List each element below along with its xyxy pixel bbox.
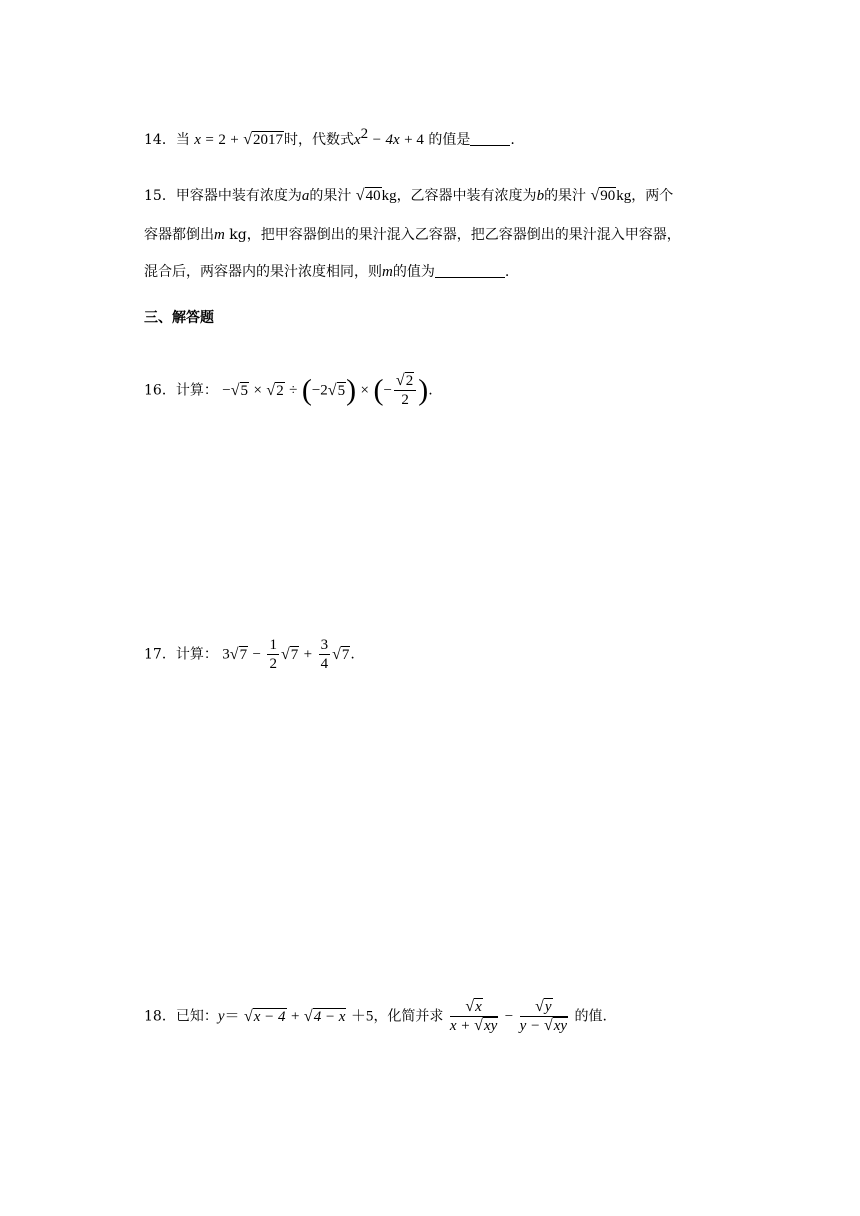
math-radical: √90 bbox=[590, 187, 616, 204]
question-text: 的值为 bbox=[392, 264, 435, 280]
section-heading: 三、解答题 bbox=[144, 310, 214, 326]
math-coefficient: 3 bbox=[222, 646, 230, 663]
question-number: 16． bbox=[144, 382, 176, 399]
math-radical: √4 − x bbox=[303, 1007, 346, 1025]
math-radical: √x − 4 bbox=[243, 1007, 286, 1025]
question-number: 14． bbox=[144, 132, 176, 148]
question-text: 容器都倒出 bbox=[144, 227, 214, 243]
question-text: ，化简并求 bbox=[373, 1008, 444, 1025]
math-var-m: m bbox=[382, 264, 393, 280]
math-term: ＋5 bbox=[350, 1008, 374, 1025]
math-operator: + bbox=[230, 132, 239, 148]
question-text: kg，把甲容器倒出的果汁混入乙容器，把乙容器倒出的果汁混入甲容器， bbox=[229, 227, 681, 243]
question-text: 的值. bbox=[574, 1008, 607, 1025]
math-operator: − bbox=[372, 132, 382, 148]
radicand: 90 bbox=[600, 188, 616, 204]
question-number: 17． bbox=[144, 646, 176, 663]
question-text: ，两个 bbox=[631, 188, 674, 204]
paren-left: ( bbox=[301, 373, 312, 407]
question-text: 的果汁 bbox=[544, 188, 587, 204]
question-text: 甲容器中装有浓度为 bbox=[175, 188, 302, 204]
math-radical: √2 bbox=[266, 381, 284, 399]
math-term: −2 bbox=[311, 382, 328, 399]
question-14 bbox=[144, 126, 515, 150]
question-text: 计算： bbox=[175, 382, 218, 399]
question-text: 计算： bbox=[175, 646, 218, 663]
math-number: 2 bbox=[218, 132, 226, 148]
question-text: 的值是 bbox=[428, 132, 471, 148]
question-16 bbox=[144, 372, 433, 409]
paren-right: ) bbox=[346, 373, 357, 407]
math-var-y: y bbox=[217, 1008, 225, 1025]
math-operator: − bbox=[252, 646, 261, 663]
period: . bbox=[428, 382, 433, 399]
math-operator: + bbox=[303, 646, 313, 663]
radicand: 2017 bbox=[252, 132, 283, 148]
period: . bbox=[504, 264, 510, 280]
question-number: 18． bbox=[144, 1008, 176, 1025]
question-17 bbox=[144, 636, 355, 673]
math-operator: × bbox=[253, 382, 262, 399]
math-operator: ÷ bbox=[289, 382, 298, 399]
math-var-a: a bbox=[301, 188, 310, 204]
math-radical: √40 bbox=[355, 187, 381, 204]
answer-blank[interactable] bbox=[470, 131, 510, 146]
math-term: + 4 bbox=[404, 132, 424, 148]
question-15-line-3 bbox=[144, 262, 509, 282]
paren-left: ( bbox=[373, 373, 384, 407]
math-radical: √7 bbox=[280, 645, 299, 663]
math-operator: × bbox=[360, 382, 369, 399]
math-operator: = bbox=[205, 132, 214, 148]
period: . bbox=[350, 646, 355, 663]
question-18 bbox=[144, 998, 607, 1035]
math-term: 4x bbox=[385, 132, 400, 148]
math-fraction: $\frac{√x}{x + √xy}$ bbox=[449, 998, 498, 1034]
question-text: ，乙容器中装有浓度为 bbox=[396, 188, 537, 204]
math-fraction: $\frac{3}{4}$ bbox=[320, 637, 329, 672]
math-var-x: x bbox=[353, 132, 361, 148]
question-15-line-2 bbox=[144, 225, 681, 245]
unit: kg bbox=[616, 188, 632, 204]
unit: kg bbox=[381, 188, 397, 204]
math-fraction: $\frac{√y}{y - √xy}$ bbox=[519, 998, 568, 1034]
answer-blank[interactable] bbox=[435, 263, 505, 278]
math-radical: √7 bbox=[229, 645, 248, 663]
math-operator: − bbox=[504, 1008, 514, 1025]
period: . bbox=[510, 132, 515, 148]
math-operator: ＝ bbox=[224, 1008, 240, 1025]
math-radical: √5 bbox=[327, 381, 346, 399]
question-15-line-1 bbox=[144, 186, 673, 206]
math-var-m: m bbox=[214, 227, 225, 243]
math-var-x: x bbox=[194, 132, 201, 148]
radicand: 40 bbox=[365, 188, 381, 204]
math-fraction: $\frac{1}{2}$ bbox=[269, 637, 277, 672]
math-var-b: b bbox=[536, 188, 545, 204]
paren-right: ) bbox=[418, 373, 429, 407]
math-radical: √7 bbox=[332, 645, 350, 663]
question-text: 的果汁 bbox=[309, 188, 352, 204]
math-operator: − bbox=[222, 382, 231, 399]
question-text: 混合后，两容器内的果汁浓度相同，则 bbox=[144, 264, 382, 280]
question-text: 已知： bbox=[175, 1008, 218, 1025]
math-radical: √5 bbox=[230, 381, 249, 399]
question-number: 15． bbox=[144, 188, 176, 204]
math-exponent: 2 bbox=[360, 126, 369, 142]
math-fraction: $\frac{√2}{2}$ bbox=[394, 372, 416, 409]
math-operator: + bbox=[290, 1008, 300, 1025]
math-operator: − bbox=[383, 382, 392, 399]
question-text: 时，代数式 bbox=[283, 132, 354, 148]
question-text: 当 bbox=[175, 132, 190, 148]
math-radical: √2017 bbox=[243, 131, 283, 148]
